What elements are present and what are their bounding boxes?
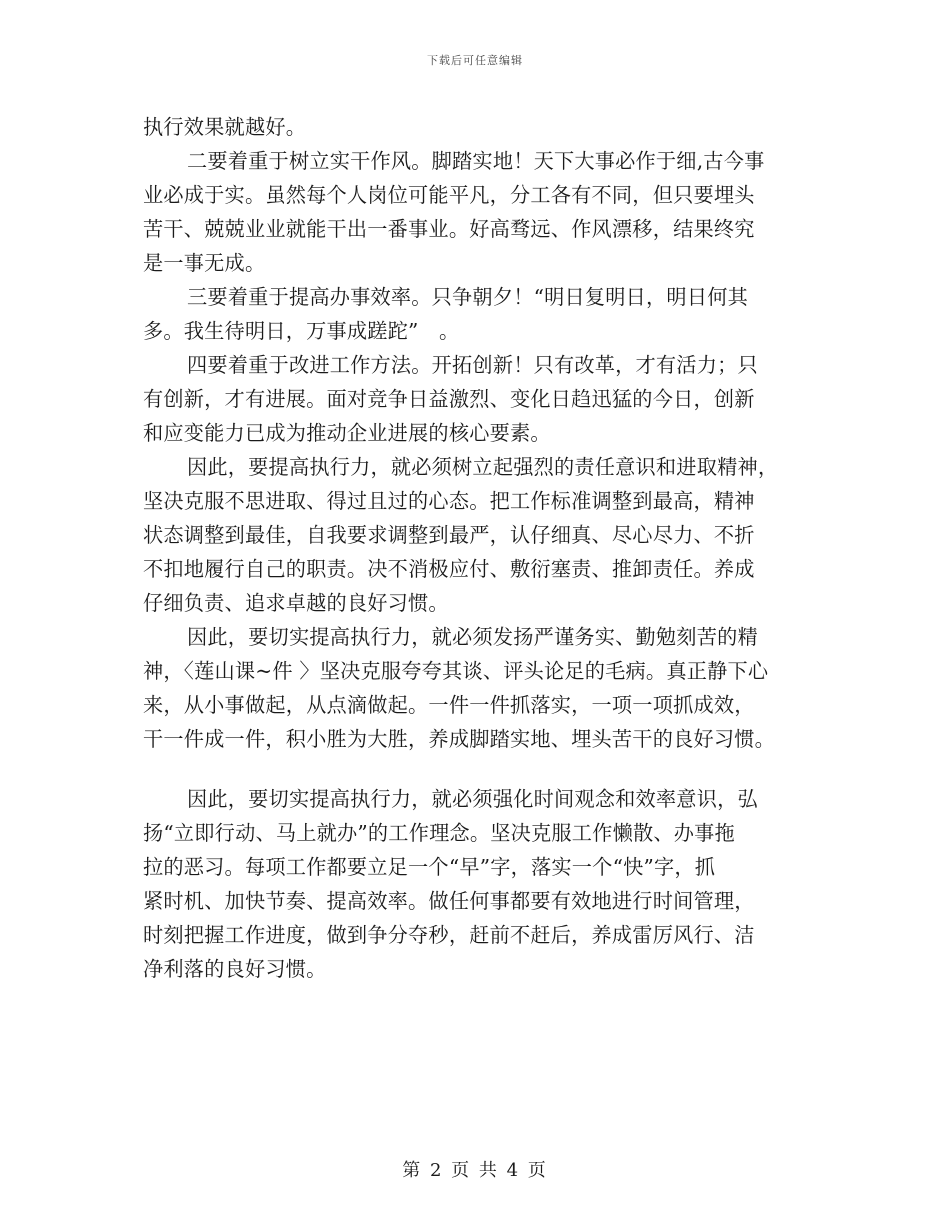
text-line: 状态调整到最佳，自我要求调整到最严，认仔细真、尽心尽力、不折 — [143, 523, 755, 547]
page-header: 下载后可任意编辑 — [427, 54, 523, 67]
paragraph-gap — [143, 756, 808, 782]
text-line: 执行效果就越好。 — [143, 115, 307, 139]
text-line: 紧时机、加快节奏、提高效率。做任何事都要有效地进行时间管理， — [143, 889, 755, 913]
text-line: 因此，要切实提高执行力，就必须发扬严谨务实、勤勉刻苦的精 — [187, 625, 758, 649]
text-line: 有创新，才有进展。面对竞争日益激烈、变化日趋迅猛的今日，创新 — [143, 387, 755, 411]
text-line: 拉的恶习。每项工作都要立足一个“早”字，落实一个“快”字，抓 — [143, 855, 716, 879]
text-line: 神，〈莲山课~件 〉坚决克服夸夸其谈、评头论足的毛病。真正静下心 — [143, 659, 769, 683]
paragraph — [143, 348, 808, 450]
text-line: 干一件成一件，积小胜为大胜，养成脚踏实地、埋头苦干的良好习惯。 — [143, 727, 776, 751]
text-line: 苦干、兢兢业业就能干出一番事业。好高骛远、作风漂移，结果终究 — [143, 217, 755, 241]
paragraph — [143, 450, 808, 620]
paragraph — [143, 110, 808, 144]
text-line: 净利落的良好习惯。 — [143, 957, 327, 981]
paragraph — [143, 144, 808, 280]
paragraph — [143, 620, 808, 756]
text-line: 不扣地履行自己的职责。决不消极应付、敷衍塞责、推卸责任。养成 — [143, 557, 755, 581]
document-body — [143, 110, 808, 986]
text-line: 因此，要提高执行力，就必须树立起强烈的责任意识和进取精神， — [187, 455, 779, 479]
text-line: 因此，要切实提高执行力，就必须强化时间观念和效率意识，弘 — [187, 787, 758, 811]
page-footer: 第 2 页 共 4 页 — [402, 1160, 548, 1181]
text-line: 多。我生待明日，万事成蹉跎” 。 — [143, 319, 460, 343]
text-line: 四要着重于改进工作方法。开拓创新！只有改革，才有活力；只 — [187, 353, 758, 377]
text-line: 二要着重于树立实干作风。脚踏实地！天下大事必作于细,古今事 — [187, 149, 765, 173]
text-line: 坚决克服不思进取、得过且过的心态。把工作标准调整到最高，精神 — [143, 489, 755, 513]
text-line: 三要着重于提高办事效率。只争朝夕！“明日复明日，明日何其 — [187, 285, 748, 309]
text-line: 扬“立即行动、马上就办”的工作理念。坚决克服工作懒散、办事拖 — [143, 821, 735, 845]
text-line: 是一事无成。 — [143, 251, 266, 275]
text-line: 仔细负责、追求卓越的良好习惯。 — [143, 591, 449, 615]
text-line: 和应变能力已成为推动企业进展的核心要素。 — [143, 421, 551, 445]
text-line: 时刻把握工作进度，做到争分夺秒，赶前不赶后，养成雷厉风行、洁 — [143, 923, 755, 947]
paragraph — [143, 782, 808, 986]
paragraph — [143, 280, 808, 348]
text-line: 业必成于实。虽然每个人岗位可能平凡，分工各有不同，但只要埋头 — [143, 183, 755, 207]
text-line: 来，从小事做起，从点滴做起。一件一件抓落实，一项一项抓成效， — [143, 693, 755, 717]
